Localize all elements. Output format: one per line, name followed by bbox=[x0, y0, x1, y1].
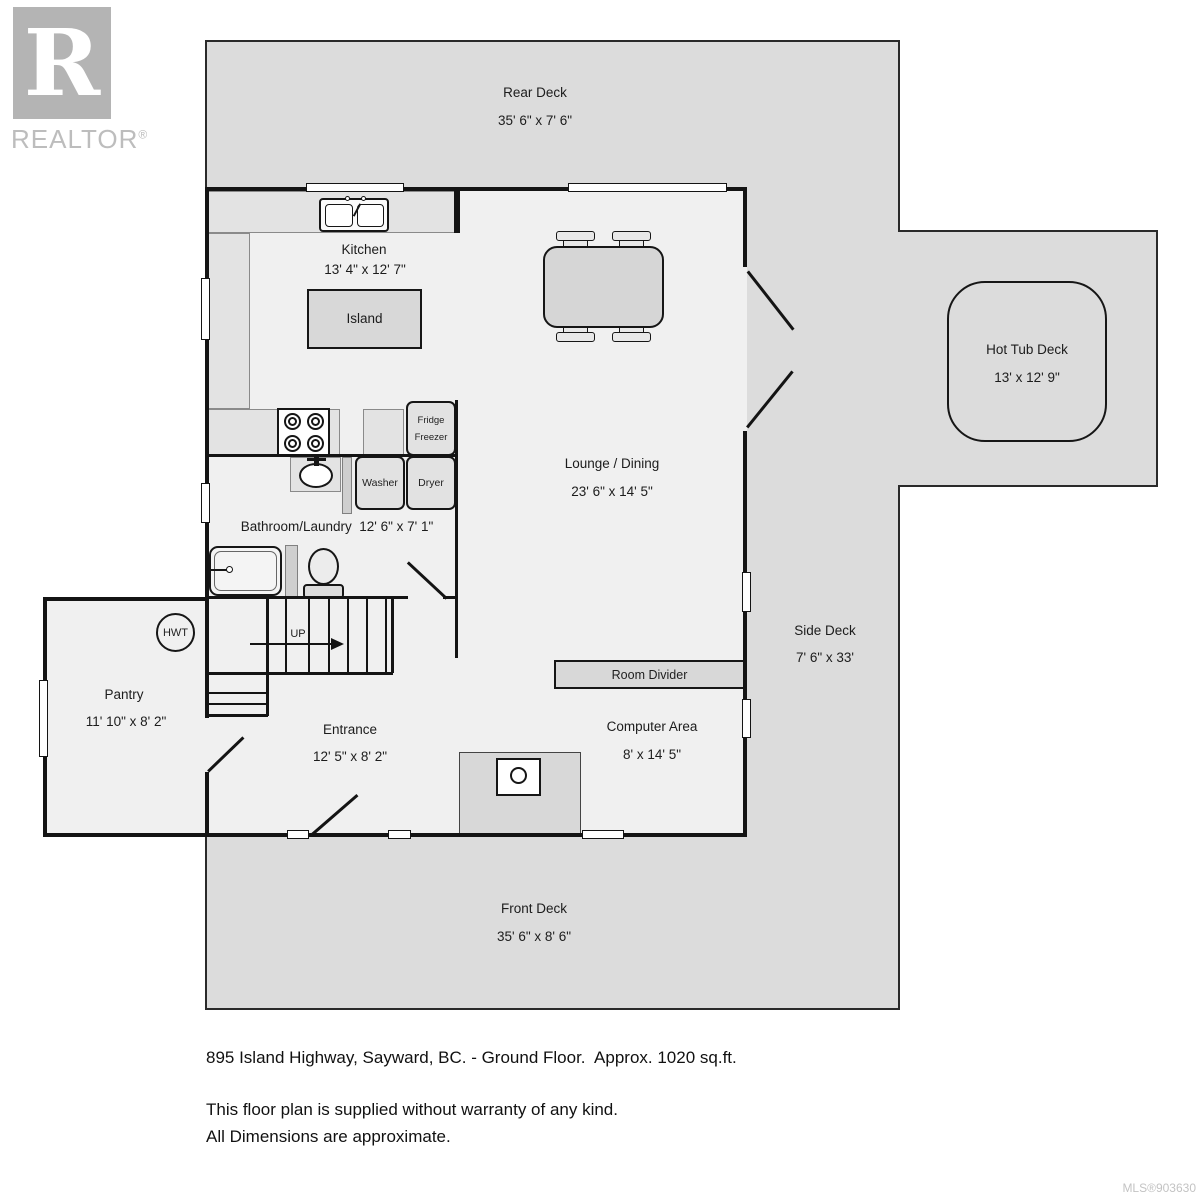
wall bbox=[743, 187, 747, 267]
main-floor-interior bbox=[205, 187, 747, 837]
disclaimer-line2: All Dimensions are approximate. bbox=[206, 1127, 451, 1146]
chair-icon bbox=[612, 332, 651, 342]
wall bbox=[205, 187, 209, 718]
stair-edge bbox=[391, 599, 394, 673]
window bbox=[287, 830, 309, 839]
chair-icon bbox=[556, 231, 595, 241]
realtor-logo-letter: R bbox=[23, 9, 101, 117]
stove-burner-icon bbox=[284, 413, 301, 430]
stair-tread bbox=[366, 599, 368, 673]
hot-tub-deck-dims: 13' x 12' 9" bbox=[994, 370, 1060, 385]
kitchen-counter-left bbox=[208, 233, 250, 409]
dryer: Dryer bbox=[406, 456, 456, 510]
front-deck-label: Front Deck bbox=[500, 901, 568, 916]
stair-tread bbox=[285, 599, 287, 673]
chair-icon bbox=[556, 332, 595, 342]
registered-mark: ® bbox=[138, 127, 149, 142]
bathroom-laundry-label: Bathroom/Laundry 12' 6" x 7' 1" bbox=[240, 519, 434, 534]
bathtub-inner bbox=[214, 551, 277, 591]
pantry-dims: 11' 10" x 8' 2" bbox=[85, 714, 167, 729]
window bbox=[582, 830, 624, 839]
bathroom-tap-bar-icon bbox=[307, 458, 326, 461]
rear-deck-dims: 35' 6" x 7' 6" bbox=[497, 113, 573, 128]
window bbox=[201, 278, 210, 340]
sink-basin-left bbox=[325, 204, 353, 227]
stair-tread bbox=[347, 599, 349, 673]
wall bbox=[205, 454, 458, 457]
sink-basin-right bbox=[357, 204, 384, 227]
wall bbox=[743, 431, 747, 837]
wall bbox=[454, 187, 460, 233]
toilet-bowl-icon bbox=[308, 548, 339, 585]
up-arrow-line bbox=[250, 643, 334, 645]
disclaimer-line1: This floor plan is supplied without warranty of any kind. bbox=[206, 1100, 618, 1119]
stair-tread bbox=[385, 599, 387, 673]
computer-area-dims: 8' x 14' 5" bbox=[623, 747, 681, 762]
stair-edge bbox=[266, 599, 269, 716]
side-deck-dims: 7' 6" x 33' bbox=[796, 650, 854, 665]
window bbox=[742, 699, 751, 738]
wall bbox=[43, 597, 207, 601]
mls-number: MLS®903630 bbox=[1122, 1181, 1196, 1195]
sink-faucet-icon bbox=[361, 196, 366, 201]
wall bbox=[205, 596, 408, 599]
realtor-wordmark: REALTOR® bbox=[11, 124, 149, 154]
stair-tread bbox=[207, 703, 268, 705]
window bbox=[306, 183, 404, 192]
stove-burner-icon bbox=[307, 413, 324, 430]
entrance-label: Entrance bbox=[322, 722, 378, 737]
stair-tread bbox=[207, 692, 268, 694]
window bbox=[742, 572, 751, 612]
entrance-dims: 12' 5" x 8' 2" bbox=[312, 749, 388, 764]
wall bbox=[43, 833, 207, 837]
wall bbox=[205, 772, 209, 837]
island-label: Island bbox=[346, 311, 383, 326]
computer-area-label: Computer Area bbox=[606, 719, 698, 734]
stair-tread bbox=[328, 599, 330, 673]
bathroom-sink-icon bbox=[299, 463, 333, 488]
kitchen-label: Kitchen bbox=[341, 242, 387, 257]
bathroom-partition bbox=[342, 457, 352, 514]
address-caption: 895 Island Highway, Sayward, BC. - Ground Floor. Approx. 1020 sq.ft. bbox=[206, 1048, 737, 1067]
wood-stove-ring-icon bbox=[510, 767, 527, 784]
stove-burner-icon bbox=[307, 435, 324, 452]
hot-water-tank-icon: HWT bbox=[156, 613, 195, 652]
pantry-label: Pantry bbox=[104, 687, 144, 702]
stove-burner-icon bbox=[284, 435, 301, 452]
window bbox=[201, 483, 210, 523]
tub-partition bbox=[285, 545, 298, 599]
lounge-dining-label: Lounge / Dining bbox=[564, 456, 660, 471]
stair-tread bbox=[207, 714, 268, 717]
room-divider: Room Divider bbox=[554, 660, 745, 689]
realtor-logo-icon bbox=[13, 7, 111, 119]
window bbox=[39, 680, 48, 757]
washer: Washer bbox=[355, 456, 405, 510]
dining-table-icon bbox=[543, 246, 664, 328]
side-deck-label: Side Deck bbox=[794, 623, 856, 638]
window bbox=[568, 183, 727, 192]
window bbox=[388, 830, 411, 839]
kitchen-dims: 13' 4" x 12' 7" bbox=[324, 262, 406, 277]
front-deck-dims: 35' 6" x 8' 6" bbox=[496, 929, 572, 944]
tub-knob-icon bbox=[226, 566, 233, 573]
sink-faucet-icon bbox=[345, 196, 350, 201]
lounge-dining-dims: 23' 6" x 14' 5" bbox=[571, 484, 653, 499]
kitchen-counter-block bbox=[363, 409, 404, 455]
kitchen-island bbox=[307, 289, 422, 349]
up-label: UP bbox=[290, 628, 306, 640]
rear-deck-label: Rear Deck bbox=[503, 85, 567, 100]
hot-tub-deck-label: Hot Tub Deck bbox=[986, 342, 1068, 357]
stair-tread bbox=[308, 599, 310, 673]
hot-tub-icon bbox=[947, 281, 1107, 442]
wall bbox=[455, 400, 458, 658]
chair-icon bbox=[612, 231, 651, 241]
up-arrow-head-icon bbox=[331, 638, 344, 650]
fridge-freezer: Fridge Freezer bbox=[406, 401, 456, 456]
